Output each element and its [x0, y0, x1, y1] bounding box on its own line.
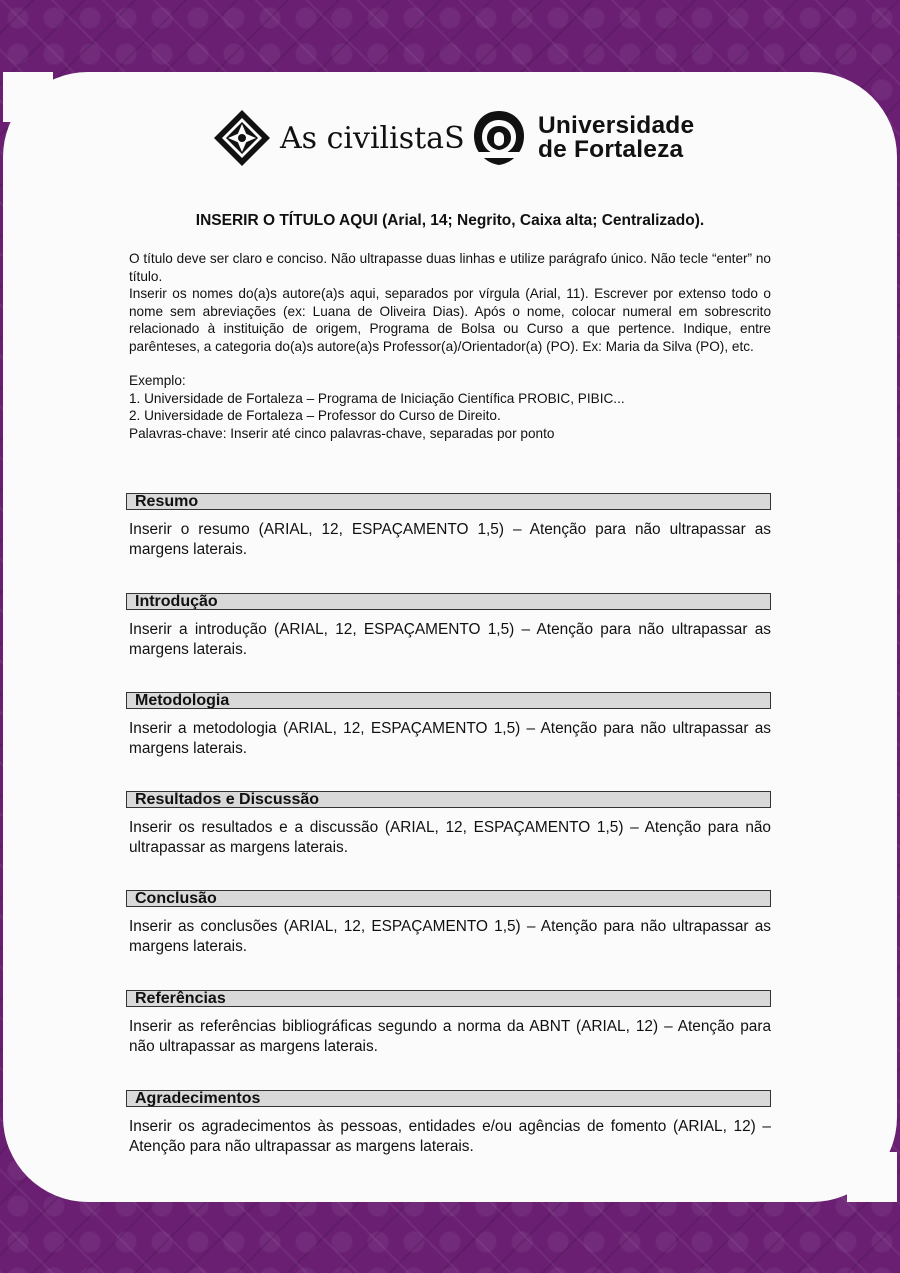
section-metodologia: [126, 692, 771, 759]
example-label: Exemplo:: [129, 373, 186, 388]
section-conclusao: [126, 890, 771, 957]
section-text: Inserir os agradecimentos às pessoas, entidades e/ou agências de fomento (ARIAL, 12) – Atenção para não ultrapassar as margens laterais.: [129, 1118, 771, 1155]
title-instructions: O título deve ser claro e conciso. Não ultrapasse duas linhas e utilize parágrafo único. Não tecle “enter” no título.: [129, 251, 771, 284]
unifor-logo: [470, 106, 694, 170]
section-resultados: [126, 791, 771, 858]
section-text: Inserir o resumo (ARIAL, 12, ESPAÇAMENTO 1,5) – Atenção para não ultrapassar as margens laterais.: [129, 521, 771, 558]
section-heading: Agradecimentos: [126, 1090, 771, 1107]
as-civilistas-logo: [212, 106, 465, 170]
section-heading: Referências: [126, 990, 771, 1007]
section-referencias: [126, 990, 771, 1057]
header-logos: [0, 106, 900, 170]
section-heading: Conclusão: [126, 890, 771, 907]
section-introducao: [126, 593, 771, 660]
example-item: 1. Universidade de Fortaleza – Programa de Iniciação Científica PROBIC, PIBIC...: [129, 390, 625, 406]
section-text: Inserir a introdução (ARIAL, 12, ESPAÇAMENTO 1,5) – Atenção para não ultrapassar as margens laterais.: [129, 621, 771, 658]
section-text: Inserir as conclusões (ARIAL, 12, ESPAÇAMENTO 1,5) – Atenção para não ultrapassar as margens laterais.: [129, 918, 771, 955]
unifor-wordmark-line1: Universidade: [538, 112, 695, 139]
section-heading: Metodologia: [126, 692, 771, 709]
author-instructions: Inserir os nomes do(a)s autore(a)s aqui, separados por vírgula (Arial, 11). Escrever por extenso todo o nome sem abreviações (ex: Luana de Oliveira Dias). Após o nome, colocar numeral em sobrescrito relacionado à instituição de origem, Programa de Bolsa ou Curso a que pertence. Indique, entre parênteses, a categoria do(a)s autore(a)s Professor(a)/Orientador(a) (PO). Ex: Maria da Silva (PO), etc.: [129, 286, 771, 354]
section-text: Inserir as referências bibliográficas segundo a norma da ABNT (ARIAL, 12) – Atenção para não ultrapassar as margens laterais.: [129, 1018, 771, 1055]
section-heading: Resumo: [126, 493, 771, 510]
keywords-line: Palavras-chave: Inserir até cinco palavras-chave, separadas por ponto: [129, 425, 555, 441]
intro-block: [129, 250, 771, 442]
diamond-emblem-icon: [212, 108, 272, 168]
as-civilistas-wordmark: As civilistaS: [280, 120, 465, 156]
section-text: Inserir os resultados e a discussão (ARIAL, 12, ESPAÇAMENTO 1,5) – Atenção para não ultrapassar as margens laterais.: [129, 819, 771, 856]
unifor-wordmark-line2: de Fortaleza: [538, 136, 684, 163]
example-item: 2. Universidade de Fortaleza – Professor do Curso de Direito.: [129, 408, 501, 423]
section-heading: Resultados e Discussão: [126, 791, 771, 808]
document-title: INSERIR O TÍTULO AQUI (Arial, 14; Negrito, Caixa alta; Centralizado).: [195, 212, 705, 229]
unifor-emblem-icon: [470, 108, 528, 168]
section-resumo: [126, 493, 771, 560]
section-heading: Introdução: [126, 593, 771, 610]
unifor-wordmark: [538, 114, 694, 162]
section-agradecimentos: [126, 1090, 771, 1157]
section-text: Inserir a metodologia (ARIAL, 12, ESPAÇAMENTO 1,5) – Atenção para não ultrapassar as margens laterais.: [129, 720, 771, 757]
